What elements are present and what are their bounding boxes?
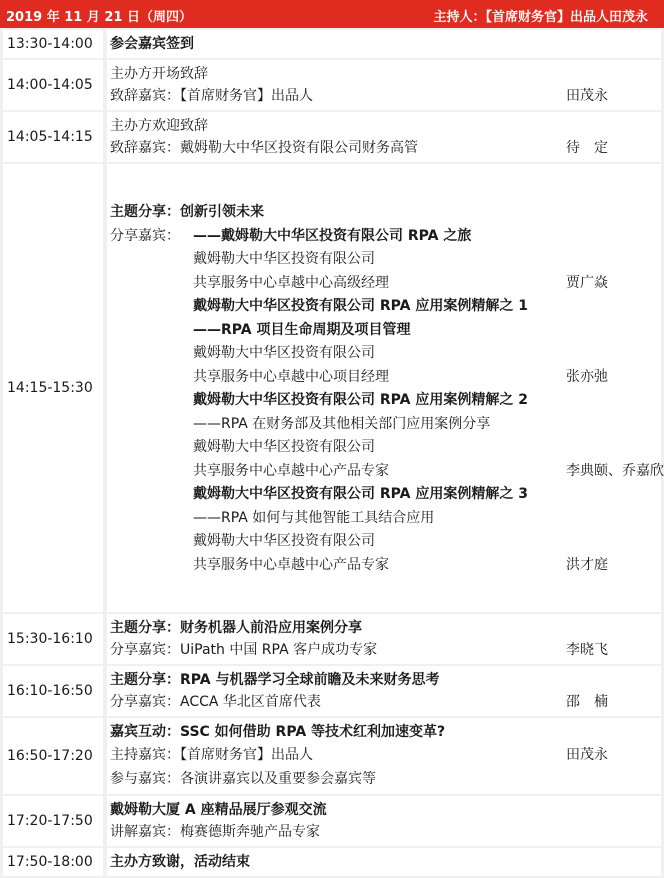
session-line: [107, 721, 661, 743]
session-time: 13:30-14:00: [3, 30, 103, 58]
session-time: 16:50-17:20: [3, 718, 103, 794]
session-line: [107, 691, 661, 713]
session-line: [107, 744, 661, 766]
session-line: [107, 639, 661, 661]
session-topic-text: 共享服务中心卓越中心产品专家: [193, 557, 389, 573]
session-line: [107, 851, 661, 873]
session-line: [107, 85, 661, 107]
session-line: [107, 768, 661, 790]
session-line: [107, 389, 661, 411]
session-topic-text: ——RPA 在财务部及其他相关部门应用案例分享: [193, 416, 491, 432]
session-topic-text: 戴姆勒大中华区投资有限公司: [193, 533, 375, 549]
session-line: [107, 115, 661, 137]
session-line: [107, 436, 661, 458]
session-line: [107, 295, 661, 317]
session-line: [107, 821, 661, 843]
session-time: 14:00-14:05: [3, 60, 103, 110]
speaker-name: 张亦弛: [566, 369, 608, 385]
agenda-row: [0, 664, 664, 718]
session-line: [107, 460, 664, 482]
agenda-date: 2019 年 11 月 21 日（周四）: [6, 10, 192, 25]
session-label: 主办方开场致辞: [110, 66, 208, 82]
session-details: [107, 718, 661, 794]
session-label: 主题分享：创新引领未来: [110, 204, 264, 220]
session-line: [107, 669, 661, 691]
speaker-name: 贾广焱: [566, 275, 608, 291]
agenda-row: [0, 794, 664, 848]
speaker-name: 李晓飞: [566, 642, 608, 658]
session-line: [107, 617, 661, 639]
agenda-row: [0, 58, 664, 112]
session-topic-text: 戴姆勒大中华区投资有限公司 RPA 应用案例精解之 2: [193, 392, 528, 408]
session-details: [107, 112, 661, 162]
session-time: 17:50-18:00: [3, 848, 103, 876]
session-label: 分享嘉宾：ACCA 华北区首席代表: [110, 694, 321, 710]
session-line: [107, 483, 661, 505]
session-label: 主办方致谢，活动结束: [110, 854, 250, 870]
session-topic-text: ——RPA 如何与其他智能工具结合应用: [193, 510, 435, 526]
session-topic-text: 戴姆勒大中华区投资有限公司: [193, 345, 375, 361]
session-line: [107, 319, 661, 341]
session-label: 主办方欢迎致辞: [110, 118, 208, 134]
speaker-name: 田茂永: [566, 88, 608, 104]
session-label: 致辞嘉宾：【首席财务官】出品人: [110, 88, 313, 104]
agenda-host: 主持人：【首席财务官】出品人田茂永: [433, 10, 648, 25]
session-topic-text: 戴姆勒大中华区投资有限公司 RPA 应用案例精解之 3: [193, 486, 528, 502]
session-time: 14:15-15:30: [3, 164, 103, 612]
session-label: 参与嘉宾：各演讲嘉宾以及重要参会嘉宾等: [110, 771, 376, 787]
agenda-row: [0, 612, 664, 666]
session-line: [107, 507, 661, 529]
session-details: [107, 164, 664, 612]
session-line: [107, 272, 661, 294]
session-details: [107, 30, 661, 58]
session-line: [107, 799, 661, 821]
session-line: [107, 63, 661, 85]
agenda-row: [0, 110, 664, 164]
speaker-name: 李典颐、乔嘉欣: [566, 463, 664, 479]
session-topic-text: 共享服务中心卓越中心高级经理: [193, 275, 389, 291]
session-details: [107, 60, 661, 110]
session-details: [107, 796, 661, 846]
session-time: 16:10-16:50: [3, 666, 103, 716]
session-topic-text: ——戴姆勒大中华区投资有限公司 RPA 之旅: [193, 228, 472, 244]
agenda-header: [0, 0, 664, 28]
agenda-row: [0, 846, 664, 878]
session-details: [107, 614, 661, 664]
speaker-name: 邵 楠: [566, 694, 608, 710]
speaker-name: 田茂永: [566, 747, 608, 763]
agenda-row: [0, 28, 664, 60]
session-line: [107, 248, 661, 270]
session-topic-text: 共享服务中心卓越中心项目经理: [193, 369, 389, 385]
session-time: 14:05-14:15: [3, 112, 103, 162]
session-topic-text: 戴姆勒大中华区投资有限公司: [193, 251, 375, 267]
session-label: 讲解嘉宾：梅赛德斯奔驰产品专家: [110, 824, 320, 840]
session-line: [107, 366, 661, 388]
session-line: [107, 342, 661, 364]
speaker-name: 洪才庭: [566, 557, 608, 573]
agenda-row: [0, 716, 664, 796]
session-line: [107, 137, 661, 159]
session-label: 分享嘉宾：: [110, 228, 180, 244]
session-topic-text: 共享服务中心卓越中心产品专家: [193, 463, 389, 479]
session-line: [107, 225, 661, 247]
session-line: [107, 530, 661, 552]
session-label: 戴姆勒大厦 A 座精品展厅参观交流: [110, 802, 327, 818]
session-topic-text: 戴姆勒大中华区投资有限公司: [193, 439, 375, 455]
session-label: 嘉宾互动：SSC 如何借助 RPA 等技术红利加速变革?: [110, 724, 446, 740]
session-topic-text: ——RPA 项目生命周期及项目管理: [193, 322, 411, 338]
session-line: [107, 33, 661, 55]
session-time: 17:20-17:50: [3, 796, 103, 846]
agenda-row: [0, 162, 664, 614]
session-label: 参会嘉宾签到: [110, 36, 194, 52]
session-line: [107, 201, 661, 223]
session-label: 主题分享：财务机器人前沿应用案例分享: [110, 620, 362, 636]
session-label: 分享嘉宾：UiPath 中国 RPA 客户成功专家: [110, 642, 378, 658]
session-line: [107, 554, 661, 576]
session-label: 主题分享：RPA 与机器学习全球前瞻及未来财务思考: [110, 672, 440, 688]
session-label: 主持嘉宾：【首席财务官】出品人: [110, 747, 313, 763]
session-line: [107, 413, 661, 435]
speaker-name: 待 定: [566, 140, 608, 156]
session-label: 致辞嘉宾：戴姆勒大中华区投资有限公司财务高管: [110, 140, 418, 156]
session-details: [107, 848, 661, 876]
session-details: [107, 666, 661, 716]
session-time: 15:30-16:10: [3, 614, 103, 664]
session-topic-text: 戴姆勒大中华区投资有限公司 RPA 应用案例精解之 1: [193, 298, 528, 314]
